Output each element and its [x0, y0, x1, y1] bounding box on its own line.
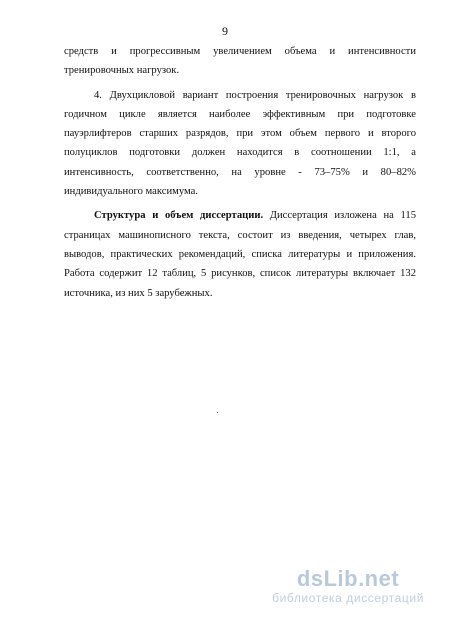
document-body: [64, 42, 416, 303]
page-number: 9: [222, 24, 228, 38]
structure-text: Диссертация изложена на 115 страницах машинописного текста, состоит из введения, четырех глав, выводов, практических рекомендаций, списка литературы и приложения. Работа содержит 12 таблиц, 5 рисунков, список литературы включает 132 источника, из них 5 зарубежных.: [64, 210, 416, 299]
watermark-tagline: библиотека диссертаций: [272, 591, 424, 605]
paragraph-conclusion-4: 4. Двухцикловой вариант построения тренировочных нагрузок в годичном цикле является наиболее эффективным при подготовке пауэрлифтеров старших разрядов, при этом объем первого и второго полуциклов подготовки должен находится в соотношении 1:1, а интенсивность, соответственно, на уровне - 73–75% и 80–82% индивидуального максимума.: [64, 89, 416, 198]
stray-dot: [217, 412, 218, 413]
watermark: [272, 568, 424, 606]
paragraph-continuation: средств и прогрессивным увеличением объема и интенсивности тренировочных нагрузок.: [64, 46, 416, 77]
structure-heading: Структура и объем диссертации.: [94, 210, 264, 222]
paragraph-structure: [64, 206, 416, 302]
watermark-logo: dsLib.net: [296, 566, 400, 591]
